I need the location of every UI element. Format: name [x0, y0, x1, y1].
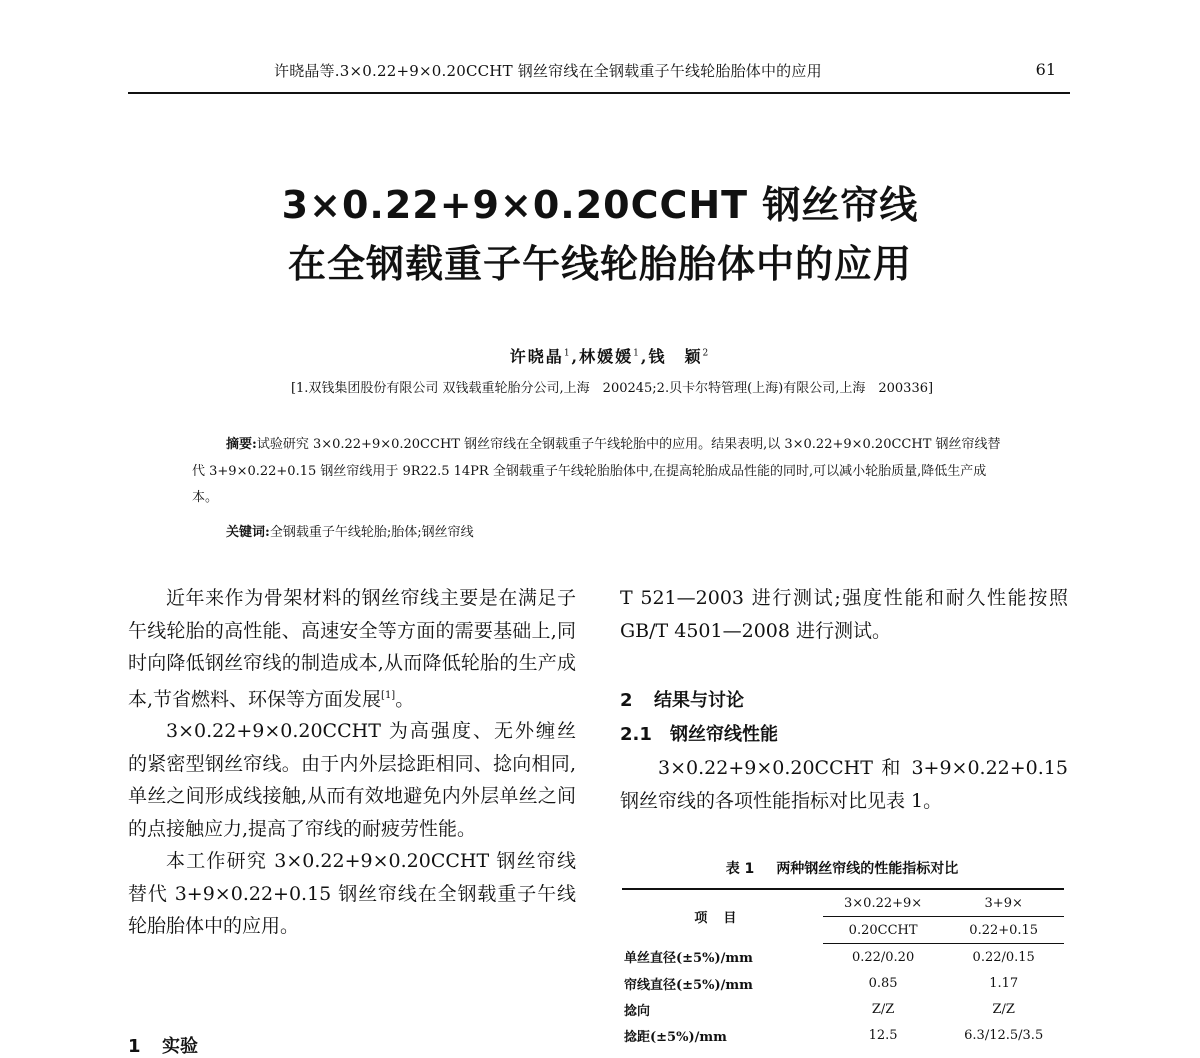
author-name: 许晓晶 — [509, 347, 564, 366]
intro-paragraph-1: 近年来作为骨架材料的钢丝帘线主要是在满足子午线轮胎的高性能、高速安全等方面的需要基础上,同时向降低钢丝帘线的制造成本,从而降低轮胎的生产成本,节省燃料、环保等方面发展[1]。 — [128, 587, 576, 710]
paper-title-line-2: 在全钢载重子午线轮胎胎体中的应用 — [287, 242, 912, 286]
keywords — [226, 521, 474, 540]
abstract-text: 试验研究 3×0.22+9×0.20CCHT 钢丝帘线在全钢载重子午线轮胎中的应用。结果表明,以 3×0.22+9×0.20CCHT 钢丝帘线替代 3+9×0.22+0.15 钢丝帘线用于 9R22.5 14PR 全钢载重子午线轮胎胎体中,在提高轮胎成品性能的同时,可以减小轮胎质量,降低生产成本。 — [192, 437, 1001, 505]
table-row: 单丝直径(±5%)/mm 0.22/0.20 0.22/0.15 — [624, 949, 1035, 967]
table-row: 捻距(±5%)/mm 12.5 6.3/12.5/3.5 — [624, 1027, 1044, 1045]
section-2-1-paragraph: 3×0.22+9×0.20CCHT 和 3+9×0.22+0.15 钢丝帘线的各项性能指标对比见表 1。 — [620, 757, 1068, 812]
section-2-1-heading: 2.1 钢丝帘线性能 — [620, 724, 778, 745]
running-title: 许晓晶等.3×0.22+9×0.20CCHT 钢丝帘线在全钢载重子午线轮胎胎体中的应用 — [274, 62, 822, 80]
section-2-1-body — [620, 752, 1068, 818]
table-row: 帘线直径(±5%)/mm 0.85 1.17 — [624, 975, 1019, 993]
table-header-item: 项目 — [622, 889, 823, 944]
section-2-heading: 2 结果与讨论 — [620, 690, 744, 711]
paper-title-line-1: 3×0.22+9×0.20CCHT 钢丝帘线 — [281, 183, 919, 227]
left-column — [128, 582, 576, 943]
section-1-heading: 1 实验 — [128, 1036, 198, 1057]
keywords-text: 全钢载重子午线轮胎;胎体;钢丝帘线 — [269, 525, 474, 540]
abstract — [192, 432, 1012, 512]
author-name: 钱 颖 — [648, 347, 703, 366]
citation-ref: [1] — [381, 689, 396, 701]
table-header-col1-top: 3×0.22+9× — [823, 889, 944, 917]
author-affiliation-mark: 1 — [563, 348, 572, 359]
intro-paragraph-2: 3×0.22+9×0.20CCHT 为高强度、无外缠丝的紧密型钢丝帘线。由于内外层捻距相同、捻向相同,单丝之间形成线接触,从而有效地避免内外层单丝之间的点接触应力,提高了帘线的耐疲劳性能。 — [128, 720, 576, 840]
abstract-label: 摘要: — [226, 437, 257, 452]
author-name: 林媛媛 — [579, 347, 634, 366]
table-row: 捻向 Z/Z Z/Z — [624, 1001, 1015, 1019]
author-list: 许晓晶$^1$,林媛媛$^1$,钱 颖$^2$ — [509, 347, 711, 366]
table-header-col1-bottom: 0.20CCHT — [823, 917, 944, 944]
method-paragraph-end: T 521—2003 进行测试;强度性能和耐久性能按照 GB/T 4501—2008 进行测试。 — [620, 587, 1068, 642]
running-header — [128, 58, 1070, 94]
intro-paragraph-3: 本工作研究 3×0.22+9×0.20CCHT 钢丝帘线替代 3+9×0.22+0.15 钢丝帘线在全钢载重子午线轮胎胎体中的应用。 — [128, 850, 576, 938]
author-affiliation-mark: 2 — [702, 348, 711, 359]
keywords-label: 关键词: — [226, 525, 270, 540]
right-column — [620, 582, 1068, 647]
performance-table — [622, 888, 1064, 1048]
page-number: 61 — [1035, 60, 1056, 79]
table-header-col2-top: 3+9× — [943, 889, 1064, 917]
affiliation: [1.双钱集团股份有限公司 双钱载重轮胎分公司,上海 200245;2.贝卡尔特管理(上海)有限公司,上海 200336] — [290, 381, 934, 396]
author-affiliation-mark: 1 — [633, 348, 641, 359]
table-header-col2-bottom: 0.22+0.15 — [943, 917, 1064, 944]
table-caption: 表 1 两种钢丝帘线的性能指标对比 — [725, 861, 959, 877]
